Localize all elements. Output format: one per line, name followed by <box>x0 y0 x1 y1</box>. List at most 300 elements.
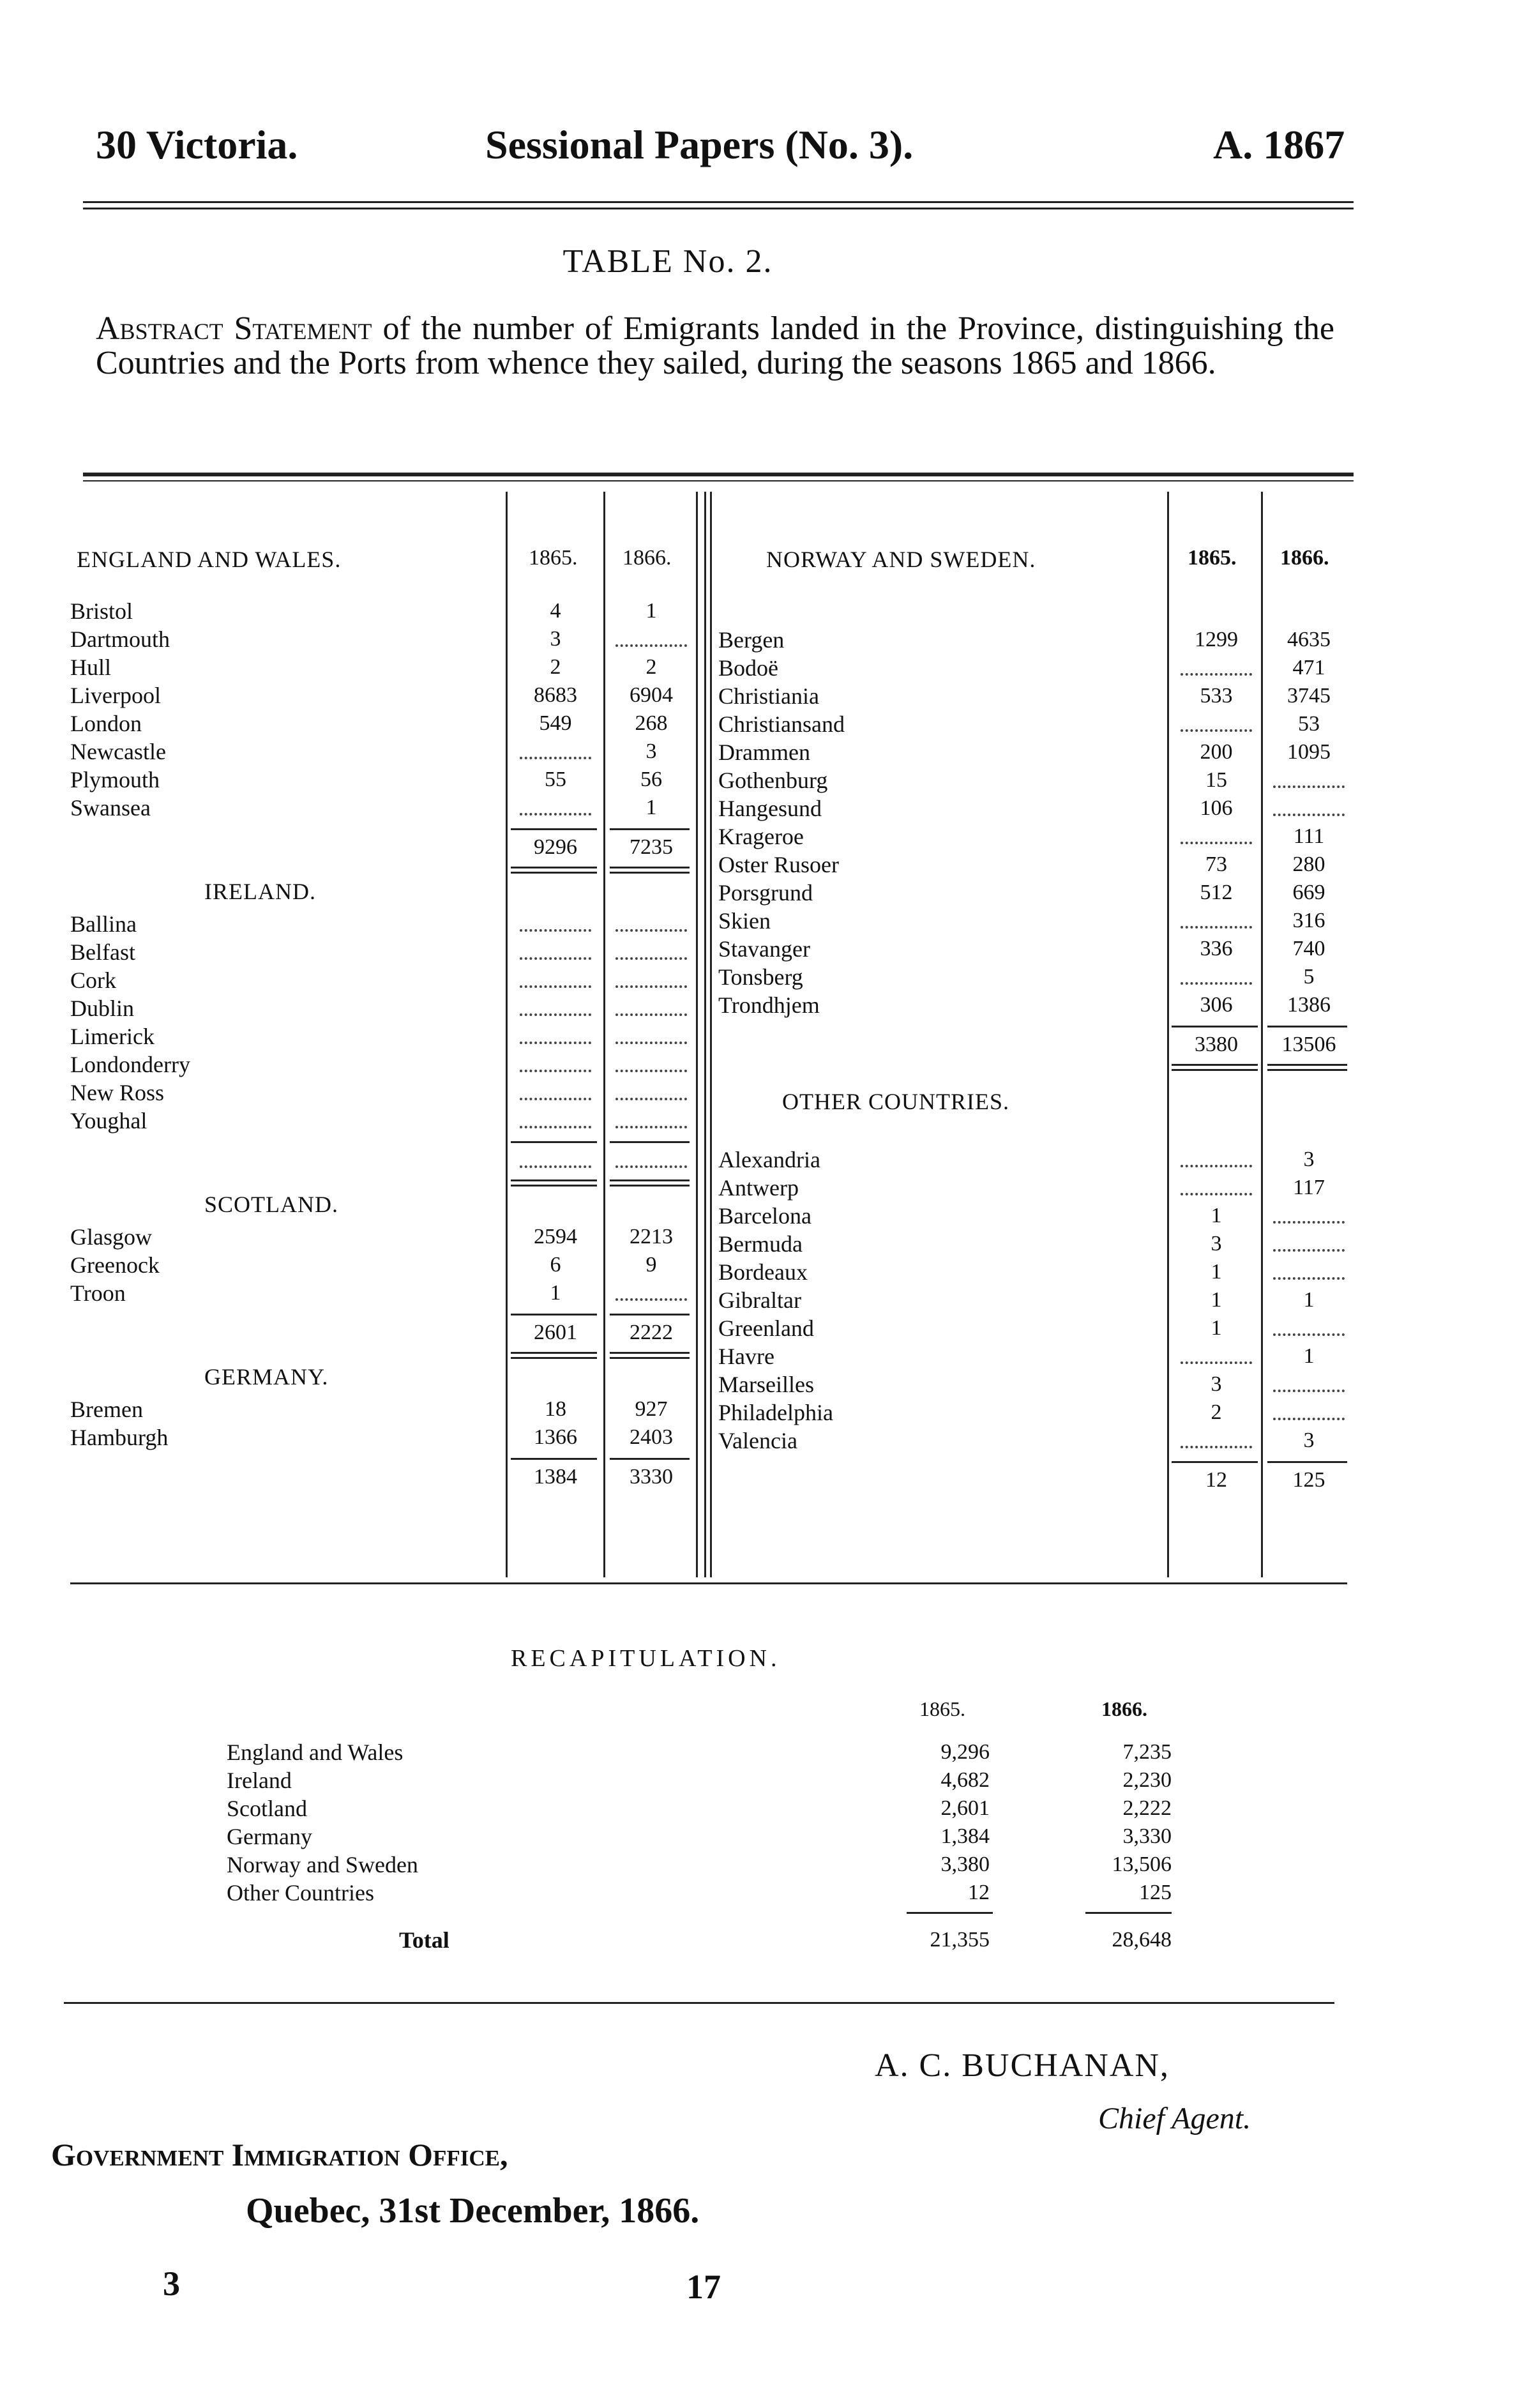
recap-sum-rule <box>1085 1912 1172 1914</box>
table-row-label <box>718 1427 1152 1455</box>
recap-label: Norway and Sweden <box>227 1852 421 1877</box>
total-1866-blank <box>615 1165 687 1168</box>
value-1865-blank <box>520 813 591 815</box>
total-rule <box>610 1352 690 1354</box>
subtotal-rule <box>1172 1461 1258 1463</box>
recap-value-1865: 9,296 <box>940 1740 990 1764</box>
value-1865: 6 <box>550 1253 561 1277</box>
group-title: ENGLAND AND WALES. <box>77 547 342 572</box>
leader-dots <box>227 1842 900 1845</box>
table-row-label <box>718 1342 1152 1370</box>
value-1865: 336 <box>1200 937 1233 960</box>
value-1865-blank <box>1181 1361 1252 1364</box>
value-1865: 549 <box>539 711 572 735</box>
table-row-label <box>70 938 504 966</box>
value-1866-blank <box>615 1070 687 1072</box>
total-1866: 125 <box>1292 1468 1325 1492</box>
table-row-label <box>70 1223 504 1251</box>
value-1866: 1 <box>1303 1344 1315 1368</box>
recap-label: Germany <box>227 1824 315 1849</box>
table-row-label <box>70 1279 504 1307</box>
leader-dots <box>227 1786 900 1789</box>
port-name: Christiania <box>718 683 822 709</box>
port-name: Oster Rusoer <box>718 852 842 877</box>
leader-dots <box>70 673 504 676</box>
value-1865-blank <box>1181 1193 1252 1195</box>
col-rule <box>710 492 712 1577</box>
recap-row <box>227 1851 900 1879</box>
value-1866-blank <box>1273 1390 1345 1392</box>
value-1866-blank <box>615 1098 687 1100</box>
page-number: 17 <box>686 2268 721 2306</box>
total-rule <box>610 1179 690 1181</box>
value-1866: 117 <box>1293 1176 1325 1199</box>
col-rule <box>704 492 706 1577</box>
table-row-label <box>718 654 1152 682</box>
table-row-label <box>718 935 1152 963</box>
total-1865: 1384 <box>534 1465 577 1489</box>
header-rule <box>83 201 1354 203</box>
port-name: Gothenburg <box>718 768 830 793</box>
value-1866-blank <box>615 1298 687 1301</box>
total-1866: 2222 <box>630 1321 673 1344</box>
value-1865-blank <box>520 1070 591 1072</box>
value-1866: 471 <box>1292 656 1325 679</box>
value-1865: 2 <box>1211 1400 1222 1424</box>
table-row-label <box>70 794 504 822</box>
port-name: Hull <box>70 655 114 680</box>
port-name: Christiansand <box>718 711 847 737</box>
abstract-paragraph <box>96 312 1334 381</box>
value-1866: 2213 <box>630 1225 673 1248</box>
table-row-label <box>70 1022 504 1050</box>
value-1865-blank <box>520 1098 591 1100</box>
table-top-rule-thin <box>83 480 1354 481</box>
subtotal-rule <box>511 828 597 830</box>
col-rule <box>1261 492 1263 1577</box>
leader-dots <box>399 1946 903 1948</box>
recap-label: Scotland <box>227 1796 310 1821</box>
total-rule <box>511 867 597 868</box>
table-row-label <box>70 681 504 709</box>
value-1866-blank <box>1273 1221 1345 1224</box>
table-row-label <box>70 738 504 766</box>
value-1865-blank <box>1181 729 1252 732</box>
recap-value-1865: 3,380 <box>940 1853 990 1876</box>
recap-value-1865: 12 <box>968 1881 990 1904</box>
total-rule <box>1172 1064 1258 1066</box>
value-1866: 4635 <box>1287 628 1331 651</box>
leader-dots <box>70 986 504 989</box>
value-1866: 2 <box>645 655 657 679</box>
col-rule <box>1167 492 1169 1577</box>
port-name: Bergen <box>718 627 787 653</box>
port-name: Limerick <box>70 1024 157 1049</box>
table-title: TABLE No. 2. <box>562 243 773 280</box>
total-1866: 7235 <box>630 835 673 859</box>
port-name: Bermuda <box>718 1231 805 1257</box>
value-1866-blank <box>1273 1249 1345 1252</box>
value-1865-blank <box>520 1013 591 1016</box>
port-name: Gibraltar <box>718 1287 804 1313</box>
value-1866-blank <box>615 957 687 960</box>
port-name: Barcelona <box>718 1203 814 1229</box>
port-name: Trondhjem <box>718 992 822 1018</box>
subtotal-rule <box>511 1458 597 1460</box>
table-row-label <box>718 1399 1152 1427</box>
value-1866: 1 <box>645 599 657 623</box>
value-1866: 1 <box>645 796 657 819</box>
value-1865: 533 <box>1200 684 1233 708</box>
table-row-label <box>70 653 504 681</box>
value-1865-blank <box>520 929 591 932</box>
table-row-label <box>718 1258 1152 1286</box>
recap-value-1866: 125 <box>1139 1881 1172 1904</box>
total-1865: 3380 <box>1195 1033 1238 1056</box>
recap-label: England and Wales <box>227 1740 405 1765</box>
value-1865: 1 <box>550 1281 561 1305</box>
port-name: Tonsberg <box>718 964 806 990</box>
table-row-label <box>718 682 1152 710</box>
table-row-label <box>70 1395 504 1423</box>
value-1865-blank <box>1181 673 1252 676</box>
value-1865: 15 <box>1205 768 1227 792</box>
subtotal-rule <box>1267 1461 1347 1463</box>
recap-value-1866: 2,222 <box>1122 1796 1172 1820</box>
value-1866: 740 <box>1292 937 1325 960</box>
recap-total-label: Total <box>399 1927 452 1953</box>
total-1865: 12 <box>1205 1468 1227 1492</box>
value-1865-blank <box>1181 982 1252 985</box>
port-name: Marseilles <box>718 1372 817 1397</box>
value-1866: 1386 <box>1287 993 1331 1017</box>
recap-row <box>227 1879 900 1907</box>
value-1865-blank <box>1181 926 1252 929</box>
total-1866: 3330 <box>630 1465 673 1489</box>
group-title: NORWAY AND SWEDEN. <box>766 547 1036 572</box>
table-row-label <box>718 1174 1152 1202</box>
value-1865: 73 <box>1205 853 1227 876</box>
group-title: OTHER COUNTRIES. <box>782 1089 1009 1114</box>
table-bottom-rule <box>70 1582 1347 1584</box>
table-row-label <box>70 910 504 938</box>
total-1866: 13506 <box>1281 1033 1336 1056</box>
port-name: Londonderry <box>70 1052 193 1077</box>
port-name: Porsgrund <box>718 880 815 906</box>
signature-name: A. C. BUCHANAN, <box>875 2047 1170 2084</box>
value-1865: 18 <box>545 1397 566 1421</box>
recap-row <box>227 1738 900 1766</box>
port-name: New Ross <box>70 1080 167 1105</box>
value-1865: 8683 <box>534 683 577 707</box>
value-1865-blank <box>520 1042 591 1044</box>
port-name: Valencia <box>718 1428 800 1453</box>
value-1866-blank <box>615 1013 687 1016</box>
recap-value-1865: 1,384 <box>940 1824 990 1848</box>
value-1866-blank <box>1273 1418 1345 1420</box>
value-1865: 200 <box>1200 740 1233 764</box>
value-1866-blank <box>615 929 687 932</box>
recap-sum-rule <box>907 1912 993 1914</box>
port-name: Plymouth <box>70 767 162 792</box>
recap-label: Ireland <box>227 1768 294 1793</box>
port-name: Hamburgh <box>70 1425 170 1450</box>
value-1865: 1366 <box>534 1425 577 1449</box>
total-rule <box>511 1185 597 1187</box>
value-1865: 3 <box>1211 1372 1222 1396</box>
recap-col-1865: 1865. <box>919 1697 965 1720</box>
table-row-label <box>718 710 1152 738</box>
port-name: Troon <box>70 1280 128 1306</box>
recap-value-1866: 3,330 <box>1122 1824 1172 1848</box>
port-name: Liverpool <box>70 683 163 708</box>
value-1866: 268 <box>635 711 668 735</box>
recap-col-1866: 1866. <box>1101 1697 1147 1720</box>
value-1866-blank <box>1273 1277 1345 1280</box>
value-1866: 9 <box>645 1253 657 1277</box>
table-row-label <box>70 1251 504 1279</box>
col-rule <box>603 492 605 1577</box>
subtotal-rule <box>511 1141 597 1143</box>
value-1865: 1 <box>1211 1316 1222 1340</box>
value-1866: 56 <box>640 768 662 791</box>
port-name: Newcastle <box>70 739 169 764</box>
table-row-label <box>718 991 1152 1019</box>
value-1865-blank <box>1181 842 1252 844</box>
recap-value-1865: 4,682 <box>940 1768 990 1792</box>
leader-dots <box>70 1299 504 1301</box>
port-name: Dublin <box>70 996 137 1021</box>
recap-total-1865: 21,355 <box>930 1928 990 1952</box>
value-1866-blank <box>1273 785 1345 788</box>
table-row-label <box>70 766 504 794</box>
table-row-label <box>718 1314 1152 1342</box>
value-1865: 2594 <box>534 1225 577 1248</box>
port-name: Belfast <box>70 939 138 965</box>
recap-row <box>227 1794 900 1823</box>
value-1866-blank <box>615 1126 687 1128</box>
port-name: Drammen <box>718 739 813 765</box>
leader-dots <box>718 674 1152 676</box>
table-row-label <box>718 907 1152 935</box>
table-row-label <box>718 851 1152 879</box>
table-top-rule <box>83 473 1354 476</box>
port-name: London <box>70 711 144 736</box>
header-series: Sessional Papers (No. 3). <box>485 122 914 167</box>
value-1865: 106 <box>1200 796 1233 820</box>
table-row-label <box>70 625 504 653</box>
recap-row <box>227 1766 900 1794</box>
port-name: Alexandria <box>718 1147 823 1172</box>
port-name: Cork <box>70 967 119 993</box>
port-name: Bordeaux <box>718 1259 810 1285</box>
value-1866: 53 <box>1298 712 1320 736</box>
signature-mark: 3 <box>163 2264 180 2303</box>
value-1865-blank <box>520 957 591 960</box>
header-volume: 30 Victoria. <box>96 122 298 167</box>
header-year: A. 1867 <box>1213 122 1345 167</box>
table-row-label <box>718 1230 1152 1258</box>
subtotal-rule <box>610 1458 690 1460</box>
port-name: Skien <box>718 908 773 934</box>
col-rule <box>696 492 698 1577</box>
total-rule <box>610 1185 690 1187</box>
port-name: Ballina <box>70 911 139 937</box>
recap-value-1866: 2,230 <box>1122 1768 1172 1792</box>
table-row-label <box>718 1146 1152 1174</box>
port-name: Dartmouth <box>70 626 172 652</box>
leader-dots <box>718 927 1152 929</box>
value-1865-blank <box>1181 1446 1252 1448</box>
group-title: SCOTLAND. <box>204 1192 339 1217</box>
value-1866: 111 <box>1293 824 1325 848</box>
abstract-lead: Abstract Statement <box>96 310 372 347</box>
total-rule <box>610 1357 690 1359</box>
value-1866: 5 <box>1303 965 1315 989</box>
value-1866-blank <box>615 1042 687 1044</box>
value-1865-blank <box>520 1126 591 1128</box>
office-name: Government Immigration Office, <box>51 2137 508 2172</box>
table-row-label <box>70 966 504 994</box>
total-1865: 9296 <box>534 835 577 859</box>
recap-bottom-rule <box>64 2002 1334 2004</box>
value-1866: 927 <box>635 1397 668 1421</box>
total-rule <box>610 867 690 868</box>
subtotal-rule <box>511 1314 597 1316</box>
table-row-label <box>718 1202 1152 1230</box>
signature-role: Chief Agent. <box>1098 2102 1251 2135</box>
port-name: Greenock <box>70 1252 162 1278</box>
port-name: Stavanger <box>718 936 813 962</box>
value-1866: 280 <box>1292 853 1325 876</box>
value-1865: 3 <box>550 627 561 651</box>
value-1866: 3 <box>1303 1148 1315 1171</box>
group-title: GERMANY. <box>204 1364 329 1390</box>
value-1865: 4 <box>550 599 561 623</box>
table-row-label <box>70 597 504 625</box>
value-1866: 2403 <box>630 1425 673 1449</box>
leader-dots <box>70 617 504 619</box>
value-1866: 316 <box>1292 909 1325 932</box>
port-name: Krageroe <box>718 824 806 849</box>
value-1865: 1 <box>1211 1288 1222 1312</box>
port-name: Bremen <box>70 1397 146 1422</box>
table-row-label <box>70 709 504 738</box>
recap-value-1865: 2,601 <box>940 1796 990 1820</box>
value-1866: 669 <box>1292 881 1325 904</box>
value-1866: 1 <box>1303 1288 1315 1312</box>
recap-value-1866: 13,506 <box>1112 1853 1172 1876</box>
table-row-label <box>70 1050 504 1079</box>
value-1865: 2 <box>550 655 561 679</box>
port-name: Youghal <box>70 1108 149 1134</box>
value-1866: 3745 <box>1287 684 1331 708</box>
recap-title: RECAPITULATION. <box>511 1645 781 1672</box>
subtotal-rule <box>610 1314 690 1316</box>
total-1865-blank <box>520 1165 591 1168</box>
recap-total-row <box>399 1926 903 1954</box>
port-name: Hangesund <box>718 796 824 821</box>
value-1865: 3 <box>1211 1232 1222 1255</box>
table-row-label <box>718 879 1152 907</box>
table-row-label <box>718 1286 1152 1314</box>
value-1865: 512 <box>1200 881 1233 904</box>
value-1865: 55 <box>545 768 566 791</box>
value-1865-blank <box>1181 1165 1252 1167</box>
total-rule <box>511 872 597 874</box>
port-name: Havre <box>718 1344 777 1369</box>
col-head-1865: 1865. <box>529 546 578 570</box>
value-1865-blank <box>520 757 591 759</box>
table-row-label <box>718 794 1152 823</box>
port-name: Bodoë <box>718 655 781 681</box>
value-1866: 6904 <box>630 683 673 707</box>
group-title: IRELAND. <box>204 879 316 904</box>
col-head-1866-right: 1866. <box>1280 546 1329 570</box>
subtotal-rule <box>610 828 690 830</box>
value-1865-blank <box>520 985 591 988</box>
col-head-1865-right: 1865. <box>1188 546 1237 570</box>
col-head-1866: 1866. <box>623 546 672 570</box>
total-rule <box>511 1179 597 1181</box>
port-name: Swansea <box>70 795 153 821</box>
table-row-label <box>718 1370 1152 1399</box>
value-1866-blank <box>615 985 687 988</box>
table-row-label <box>718 738 1152 766</box>
value-1865: 1 <box>1211 1204 1222 1227</box>
total-rule <box>610 872 690 874</box>
port-name: Greenland <box>718 1316 817 1341</box>
subtotal-rule <box>1172 1026 1258 1027</box>
total-rule <box>511 1357 597 1359</box>
value-1866: 1095 <box>1287 740 1331 764</box>
value-1865: 306 <box>1200 993 1233 1017</box>
total-rule <box>1267 1069 1347 1071</box>
value-1865: 1 <box>1211 1260 1222 1284</box>
leader-dots <box>718 1362 1152 1365</box>
table-row-label <box>718 963 1152 991</box>
port-name: Philadelphia <box>718 1400 836 1425</box>
value-1866-blank <box>1273 1333 1345 1336</box>
table-row-label <box>70 1107 504 1135</box>
table-row-label <box>70 994 504 1022</box>
table-row-label <box>718 766 1152 794</box>
col-rule <box>506 492 508 1577</box>
recap-value-1866: 7,235 <box>1122 1740 1172 1764</box>
recap-label: Other Countries <box>227 1880 377 1906</box>
table-row-label <box>718 626 1152 654</box>
total-rule <box>511 1352 597 1354</box>
subtotal-rule <box>1267 1026 1347 1027</box>
value-1866-blank <box>615 644 687 647</box>
total-1865: 2601 <box>534 1321 577 1344</box>
value-1866: 3 <box>1303 1429 1315 1452</box>
leader-dots <box>227 1814 900 1817</box>
recap-total-1866: 28,648 <box>1112 1928 1172 1952</box>
value-1866: 3 <box>645 739 657 763</box>
subtotal-rule <box>610 1141 690 1143</box>
total-rule <box>1267 1064 1347 1066</box>
abstract-text: of the number of Emigrants landed in the Province, distinguishing the Countries and the Ports from whence they sailed, during the seasons 1865 and 1866. <box>96 310 1335 381</box>
table-row-label <box>718 823 1152 851</box>
header-rule-double <box>83 208 1354 209</box>
value-1865: 1299 <box>1195 628 1238 651</box>
port-name: Antwerp <box>718 1175 801 1201</box>
office-date: Quebec, 31st December, 1866. <box>246 2191 700 2231</box>
value-1866-blank <box>1273 814 1345 816</box>
total-rule <box>1172 1069 1258 1071</box>
port-name: Bristol <box>70 598 135 624</box>
